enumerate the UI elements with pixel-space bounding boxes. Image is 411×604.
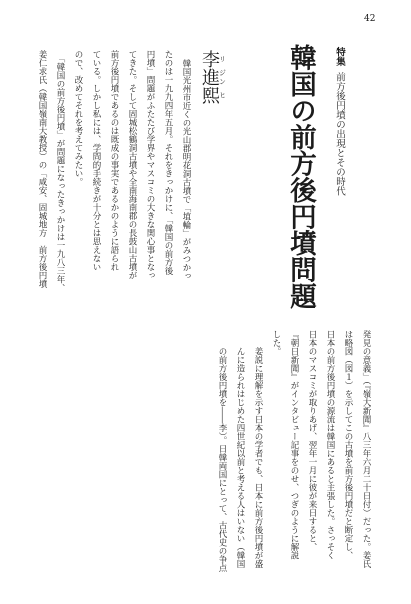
- body-text-line: てきた。そして固城松鶴洞古墳や全南海南郡の長鼓山古墳が: [127, 50, 137, 280]
- upper-text-column: [33, 50, 195, 293]
- body-text-line: した。: [271, 330, 281, 356]
- quote-text-line: の前方後円墳を――李）。日韓両国にとって、古代史の争点: [217, 347, 227, 573]
- quote-text-line: 姜説に理解を示す日本の学者でも、日本に前方後円墳が盛: [253, 347, 263, 568]
- body-text-line: 韓国光州市近くの光山郡明花洞古墳で「埴輪」がみつかっ: [181, 58, 191, 280]
- author-name-reading: ジン: [218, 68, 227, 86]
- body-text-line: 前方後円墳であるのは既成の事実であるかのように語られ: [109, 50, 119, 271]
- article-title: 韓国の前方後円墳問題: [285, 44, 316, 309]
- body-text-line: ている。しかし私には、学問的手続きが十分とは思えない: [91, 50, 101, 271]
- page-number: 42: [364, 14, 376, 24]
- body-text-line: 発見の意義」（『嶺大新聞』八三年六月二十日付）だった。姜氏: [361, 330, 371, 568]
- body-text-line: たのは一九九四年五月。それをきっかけに、「韓国の前方後: [163, 50, 173, 276]
- author-name-reading: ヒ: [218, 86, 227, 104]
- feature-header: [332, 47, 346, 196]
- author-name-reading: リ: [218, 50, 227, 68]
- body-text-line: 『朝日新聞』がインタビュー記事をのせ、つぎのように解説: [289, 330, 299, 560]
- body-text-line: 日本の前方後円墳の源流は韓国にあると主張した。さっそく: [325, 330, 335, 560]
- body-text-line: 「韓国の前方後円墳」が問題になったきっかけは一九八三年、: [55, 54, 65, 293]
- body-text-line: ので、改めてそれを考えてみたい。: [73, 50, 83, 186]
- body-text-line: 円墳」問題がふたたび学界やマスコミの大きな関心事となっ: [145, 50, 155, 280]
- author-name-char: 李: [199, 50, 220, 68]
- body-text-line: 姜仁求氏（韓国嶺南大教授）の「咸安、固城地方 前方後円墳: [37, 50, 47, 288]
- lower-text-column: [213, 330, 375, 580]
- author-name-char: 進: [199, 68, 220, 86]
- quote-text-line: んに造られはじめた四世紀以前と考える人はいない（韓国: [235, 347, 245, 568]
- author-name: [199, 50, 227, 104]
- feature-series-title: 前方後円墳の出現とその時代: [334, 72, 345, 196]
- author-byline: [196, 50, 227, 104]
- feature-label: 特集: [334, 47, 345, 66]
- body-text-line: は略図（図１）を示してこの古墳を前方後円墳だと断定し、: [343, 330, 353, 560]
- author-name-char: 熙: [199, 86, 220, 104]
- body-text-line: 日本のマスコミが取りあげ、翌年一月に彼が来日すると、: [307, 330, 317, 551]
